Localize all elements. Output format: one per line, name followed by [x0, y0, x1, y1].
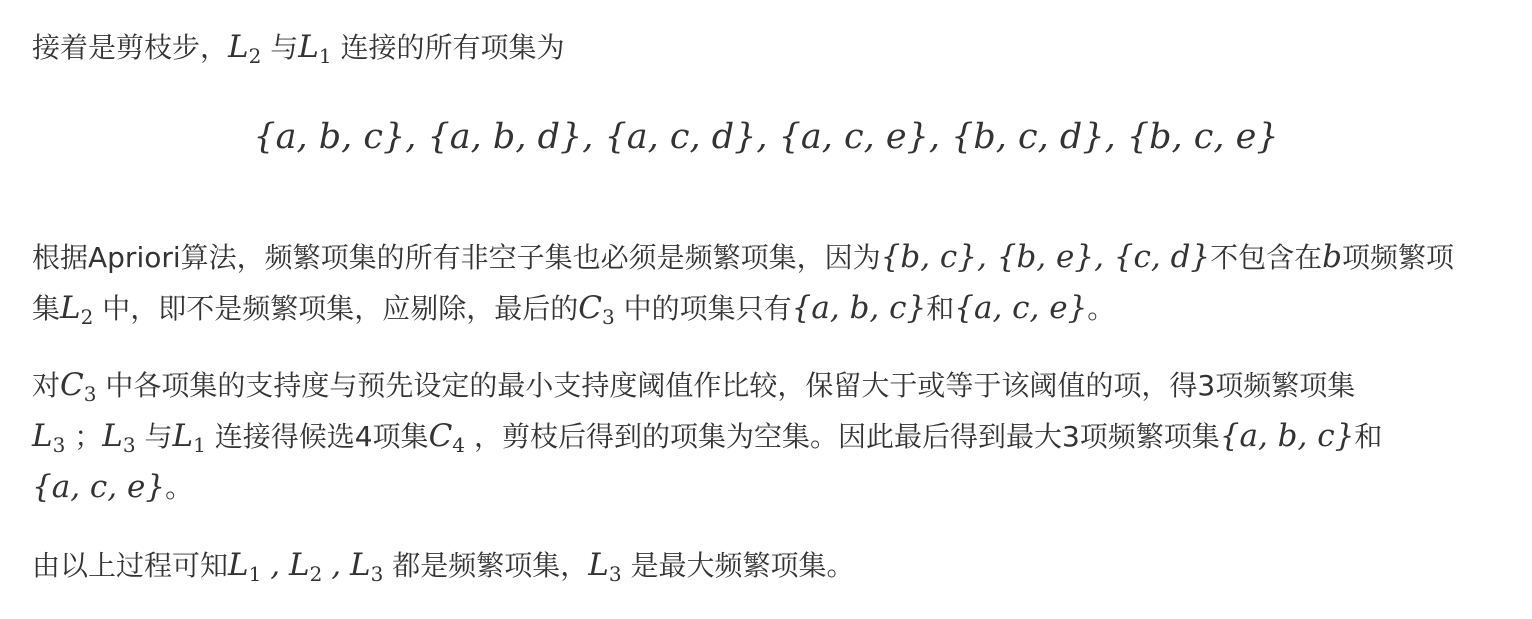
text: 与	[144, 420, 173, 453]
paragraph-line	[32, 283, 1454, 334]
text: 不包含在	[1210, 241, 1323, 274]
math-L3: $L_3$	[102, 418, 136, 457]
text: 都是频繁项集，	[392, 549, 589, 582]
math-L2: $L_2$	[60, 290, 94, 329]
text: 和	[926, 292, 955, 325]
math-ace: {a, c, e}	[32, 469, 166, 505]
separator: ,	[270, 547, 281, 583]
text: 由以上过程可知	[32, 549, 229, 582]
text: 。	[1087, 292, 1116, 325]
math-L3: $L_3$	[350, 547, 384, 586]
text: 根据Apriori算法，频繁项集的所有非空子集也必须是频繁项集，因为	[32, 241, 881, 274]
text: 中各项集的支持度与预先设定的最小支持度阈值作比较，保留大于或等于该阈值的项，得3项频繁项集	[105, 369, 1356, 402]
intro-line	[32, 22, 565, 73]
itemset-list: {a, b, c}, {a, b, d}, {a, c, d}, {a, c, e}, {b, c, d}, {b, c, e}	[253, 117, 1279, 157]
conclusion-line	[32, 540, 855, 591]
text: 与	[270, 31, 299, 64]
math-L3: $L_3$	[32, 418, 66, 457]
math-abc: {a, b, c}	[791, 290, 927, 326]
text: ，剪枝后得到的项集为空集。因此最后得到最大3项频繁项集	[473, 420, 1220, 453]
text: 是最大频繁项集。	[630, 549, 855, 582]
text: 连接的所有项集为	[340, 31, 565, 64]
math-b: b	[1322, 239, 1343, 275]
text: 项频繁项	[1342, 241, 1455, 274]
text: ；	[74, 420, 103, 453]
text: 集	[32, 292, 61, 325]
math-itemsets: {b, c}, {b, e}, {c, d}	[880, 239, 1211, 275]
text: 中，即不是频繁项集，应剔除，最后的	[102, 292, 579, 325]
text: 和	[1354, 420, 1383, 453]
math-L1: $L_1$	[172, 418, 206, 457]
paragraph-line	[32, 411, 1382, 462]
math-L1: $L_1$	[228, 547, 262, 586]
math-C3: $C_3$	[60, 367, 97, 406]
paragraph-pruning	[32, 232, 1454, 334]
text: 连接得候选4项集	[214, 420, 429, 453]
paragraph-line	[32, 232, 1454, 283]
paragraph-line	[32, 462, 1382, 513]
text: 中的项集只有	[623, 292, 792, 325]
display-formula	[0, 111, 1532, 165]
math-ace: {a, c, e}	[954, 290, 1088, 326]
math-L2: $L_2$	[228, 29, 262, 68]
math-abc: {a, b, c}	[1219, 418, 1355, 454]
separator: ,	[331, 547, 342, 583]
text: 。	[165, 471, 194, 504]
math-L2: $L_2$	[289, 547, 323, 586]
text: 接着是剪枝步，	[32, 31, 229, 64]
paragraph-line	[32, 360, 1382, 411]
math-L1: $L_1$	[298, 29, 332, 68]
math-C4: $C_4$	[428, 418, 466, 457]
math-C3: $C_3$	[578, 290, 615, 329]
paragraph-support	[32, 360, 1382, 513]
text: 对	[32, 369, 61, 402]
math-L3: $L_3$	[588, 547, 622, 586]
